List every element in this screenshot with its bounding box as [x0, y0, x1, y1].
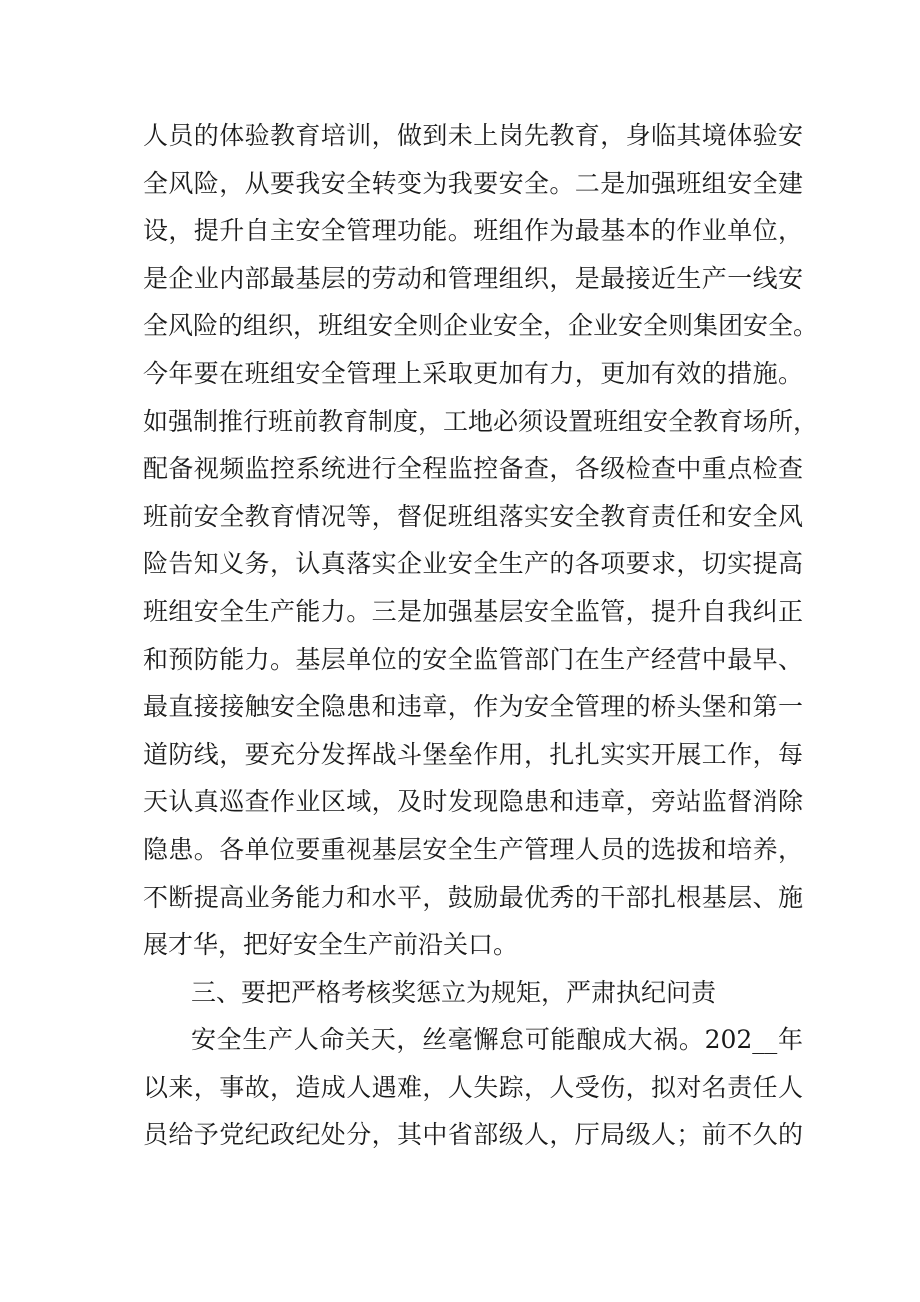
text-line: 全风险的组织，班组安全则企业安全，企业安全则集团安全。 — [143, 311, 819, 341]
text-line: 不断提高业务能力和水平，鼓励最优秀的干部扎根基层、施 — [143, 882, 803, 912]
text-line: 天认真巡查作业区域，及时发现隐患和违章，旁站监督消除 — [143, 787, 803, 817]
text-line: 全风险，从要我安全转变为我要安全。二是加强班组安全建 — [143, 168, 803, 198]
paragraph-first-line: 安全生产人命关天，丝毫懈怠可能酿成大祸。202__年 — [191, 1025, 803, 1055]
text-line: 配备视频监控系统进行全程监控备查，各级检查中重点检查 — [143, 454, 803, 484]
text-line: 人员的体验教育培训，做到未上岗先教育，身临其境体验安 — [143, 121, 803, 150]
text-line: 今年要在班组安全管理上采取更加有力，更加有效的措施。 — [143, 358, 803, 388]
text-line: 员给予党纪政纪处分，其中省部级人，厅局级人；前不久的 — [143, 1120, 803, 1150]
text-line: 和预防能力。基层单位的安全监管部门在生产经营中最早、 — [143, 644, 803, 674]
text-line: 最直接接触安全隐患和违章，作为安全管理的桥头堡和第一 — [143, 692, 803, 722]
text-line: 班前安全教育情况等，督促班组落实安全教育责任和安全风 — [143, 501, 803, 531]
text-line: 隐患。各单位要重视基层安全生产管理人员的选拔和培养， — [143, 834, 803, 864]
text-line: 如强制推行班前教育制度，工地必须设置班组安全教育场所， — [143, 406, 819, 436]
text-line: 设，提升自主安全管理功能。班组作为最基本的作业单位， — [143, 216, 803, 246]
paragraph-end-line: 展才华，把好安全生产前沿关口。 — [143, 930, 519, 960]
text-line: 以来，事故，造成人遇难，人失踪，人受伤，拟对名责任人 — [143, 1072, 803, 1102]
body-text — [143, 112, 819, 1159]
text-line: 是企业内部最基层的劳动和管理组织，是最接近生产一线安 — [143, 263, 803, 293]
section-heading: 三、要把严格考核奖惩立为规矩，严肃执纪问责 — [191, 977, 717, 1007]
text-line: 险告知义务，认真落实企业安全生产的各项要求，切实提高 — [143, 549, 803, 579]
text-line: 班组安全生产能力。三是加强基层安全监管，提升自我纠正 — [143, 596, 803, 626]
text-line: 道防线，要充分发挥战斗堡垒作用，扎扎实实开展工作，每 — [143, 739, 803, 769]
